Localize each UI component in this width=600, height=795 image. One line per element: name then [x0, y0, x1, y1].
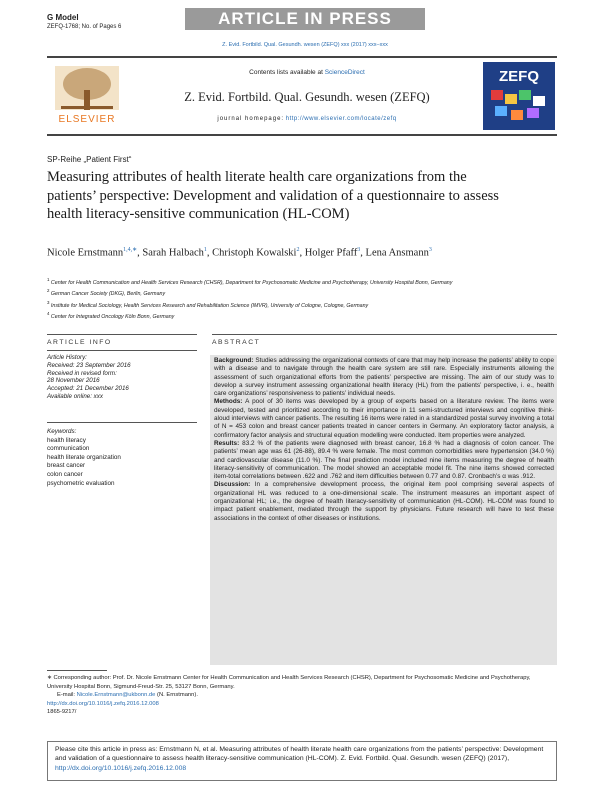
homepage-link[interactable]: http://www.elsevier.com/locate/zefq [285, 116, 397, 122]
g-model-label: G Model [47, 13, 79, 22]
author-list: Nicole Ernstmann$^{1,4,∗}$, Sarah Halbach$^1$, Christoph Kowalski$^2$, Holger Pfaff$^3$, Lena Ansmann$^3$ [47, 247, 432, 259]
abstract-text [214, 357, 554, 523]
affiliation-text: Center for Health Communication and Health Services Research (CHSR), Department for Psychosomatic Medicine and Psychotherapy, University Hospital Bonn, Germany [49, 279, 453, 286]
abstract-section-text: 83.2 % of the patients were diagnosed with breast cancer, 16.8 % had a diagnosis of colon cancer. The patients’ mean age was 61 (26-88), 89.4 % were female. The most common comorbidities were hypertension (34.0 %) and cardiovascular disease (11.0 %). The final prediction model included nine items measuring the degree of health literacy-sensitivity of communication. The model showed an acceptable model fit. The nine items showed corrected item-total correlations between .622 and .762 and item difficulties between 0.77 and 0.87. Cronbach’s α was .912. [214, 439, 554, 481]
author-affiliation-mark: 1 [203, 247, 207, 253]
abstract-section-label: Background: [214, 357, 254, 364]
history-item: 28 November 2016 [47, 377, 100, 385]
journal-title: Z. Evid. Fortbild. Qual. Gesundh. wesen (ZEFQ) [184, 90, 430, 104]
author-affiliation-mark: 2 [296, 247, 300, 253]
author-affiliation-mark: 1,4,∗ [123, 247, 138, 253]
author-affiliation-mark: 3 [357, 247, 361, 253]
sciencedirect-link[interactable]: ScienceDirect [324, 69, 365, 76]
abstract-section [214, 440, 554, 481]
article-info-heading: ARTICLE INFO [47, 339, 112, 346]
email-suffix: (N. Ernstmann). [157, 692, 198, 698]
affiliation-number: 2 [47, 288, 50, 294]
abstract-section-text: A pool of 30 items was developed by a group of experts based on a literature review. The items were developed, tested and prioritized according to their importance in 11 semi-structured interviews and cognitive think-aloud interviews with cancer patients. The resulting 16 items were rated in a standardized postal survey involving a total of N = 453 colon and breast cancer patients treated in cancer centers in Germany. An exploratory factor analysis, a confirmatory factor analysis and structural equation modelling were conducted. Item properties were analyzed. [214, 398, 554, 439]
abstract-section-text: In a comprehensive development process, the original item pool comprising several aspects of organizational HL was reduced to a one-dimensional scale. The instrument measures an important aspect of organizational HL; i.e., the degree of health literacy-sensitivity of communication (HL-COM). HL-COM was found to impact patient enablement, mediated through the support by physicians. Future research will have to test these associations in the context of other diseases or institutions. [214, 481, 554, 522]
cover-pattern-icon [491, 90, 547, 126]
contents-prefix: Contents lists available at [249, 69, 323, 76]
homepage-label: journal homepage: [217, 116, 285, 122]
article-in-press-banner: ARTICLE IN PRESS [185, 8, 425, 30]
history-item: Accepted: 21 December 2016 [47, 385, 129, 393]
keyword-item: psychometric evaluation [47, 479, 115, 487]
author-name: Sarah Halbach [142, 247, 204, 259]
affiliation-number: 3 [47, 299, 50, 305]
keyword-item: colon cancer [47, 470, 83, 478]
corresponding-author: ∗ Corresponding author: Prof. Dr. Nicole Ernstmann Center for Health Communication and Health Services Research (CHSR), Department for Psychosomatic Medicine and Psychotherapy, University Hospital Bonn, Sigmund-Freud-Str. 25, 53127 Bonn, Germany. [47, 675, 531, 690]
affiliation-line [47, 310, 547, 321]
email-label: E-mail: [57, 692, 76, 698]
short-citation: Z. Evid. Fortbild. Qual. Gesundh. wesen (ZEFQ) xxx (2017) xxx–xxx [222, 42, 388, 48]
affiliation-line [47, 287, 547, 298]
email-link[interactable]: Nicole.Ernstmann@ukbonn.de [76, 692, 156, 698]
citation-doi-link[interactable]: http://dx.doi.org/10.1016/j.zefq.2016.12.008 [55, 764, 187, 772]
abstract-heading: ABSTRACT [212, 339, 261, 346]
issn: 1865-9217/ [47, 709, 77, 715]
affiliation-text: Institute for Medical Sociology, Health Services Research and Rehabilitation Science (IMVR), University of Cologne, Cologne, Germany [49, 302, 369, 309]
author-name: Holger Pfaff [304, 247, 358, 259]
abstract-section-label: Methods: [214, 398, 243, 406]
abstract-section [214, 398, 554, 439]
journal-homepage [142, 116, 472, 122]
journal-cover-image [483, 62, 555, 130]
keyword-item: health literate organization [47, 453, 121, 461]
abstract-section [214, 481, 554, 522]
citation-text [55, 745, 550, 773]
keywords-label: Keywords: [47, 428, 77, 435]
abstract-section [214, 357, 554, 398]
contents-line [142, 69, 472, 76]
abstract-section-text: Studies addressing the organizational contexts of care that may help increase the patients’ ability to cope with a disease and to navigate through the health care system are still rare. Especially instruments allowing the assessment of such organizational efforts from the patients’ perspective are missing. The aim of our study was to develop a survey instrument assessing organizational health literacy (HL) from the patients’ perspective, i. e., health care organizations’ responsiveness to patients’ individual needs. [214, 357, 554, 398]
history-item: Received: 23 September 2016 [47, 361, 131, 369]
keywords [47, 428, 197, 488]
article-title: Measuring attributes of health literate health care organizations from the patients’ perspective: Development and validation of a questionnaire to assess health literacy-sensitive communication (HL-COM) [47, 169, 499, 222]
series-label: SP-Reihe „Patient First“ [47, 155, 132, 164]
affiliation-line [47, 299, 547, 310]
affiliation-number: 1 [47, 277, 50, 282]
affiliation-text: German Cancer Society (DKG), Berlin, Germany [49, 291, 166, 298]
citation-body: Please cite this article in press as: Ernstmann N, et al. Measuring attributes of health literate health care organizations from the patients’ perspective: Development and validation of a questionnaire to assess health literacy-sensitive communication (HL-COM). Z. Evid. Fortbild. Qual. Gesundh. wesen (ZEFQ) (2017), [55, 746, 544, 763]
footnotes [47, 674, 557, 717]
history-item: Received in revised form: [47, 369, 117, 377]
affiliations [47, 276, 547, 321]
article-ref: ZEFQ-1768; No. of Pages 6 [47, 24, 122, 30]
abstract-section-label: Discussion: [214, 481, 251, 489]
history-item: Available online: xxx [47, 392, 103, 400]
affiliation-number: 4 [47, 311, 50, 317]
author-affiliation-mark: 3 [428, 247, 432, 253]
keyword-item: breast cancer [47, 462, 86, 470]
keyword-item: health literacy [47, 436, 86, 444]
affiliation-text: Center for Integrated Oncology Köln Bonn, Germany [49, 313, 175, 320]
journal-header [47, 56, 557, 138]
history-label: Article History: [47, 354, 87, 361]
author-name: Nicole Ernstmann [47, 247, 124, 259]
publisher-name: ELSEVIER [58, 114, 116, 125]
affiliation-line [47, 276, 547, 287]
author-name: Christoph Kowalski [212, 247, 297, 259]
article-history [47, 354, 197, 401]
cover-title: ZEFQ [499, 68, 539, 85]
elsevier-logo [47, 62, 127, 130]
keyword-item: communication [47, 445, 90, 453]
author-name: Lena Ansmann [365, 247, 429, 259]
email-line [47, 691, 557, 700]
abstract-section-label: Results: [214, 439, 240, 447]
doi-link[interactable]: http://dx.doi.org/10.1016/j.zefq.2016.12.008 [47, 700, 159, 707]
